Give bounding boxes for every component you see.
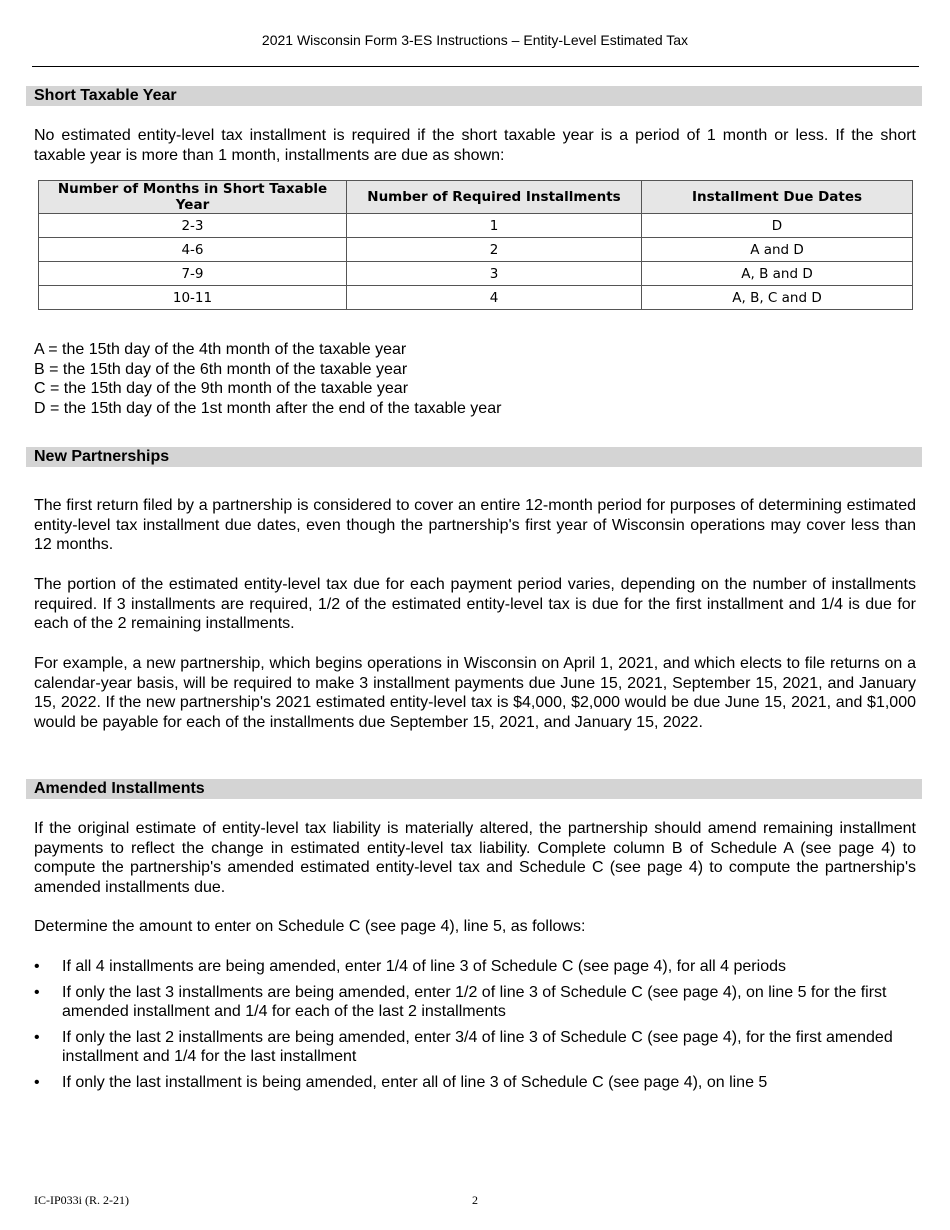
short-taxable-year-intro: No estimated entity-level tax installment is required if the short taxable year is a period of 1 month or less. If the short taxable year is more than 1 month, installments are due as shown: bbox=[34, 127, 916, 164]
section-heading-amended-installments: Amended Installments bbox=[26, 779, 922, 799]
table-row bbox=[39, 238, 913, 262]
legend-item-a: A = the 15th day of the 4th month of the taxable year bbox=[34, 341, 407, 358]
cell-installments: 4 bbox=[347, 286, 642, 310]
list-item bbox=[34, 957, 916, 977]
legend-item-c: C = the 15th day of the 9th month of the taxable year bbox=[34, 380, 409, 398]
list-item-text: If only the last 3 installments are being amended, enter 1/2 of line 3 of Schedule C (see page 4), on line 5 for the first amended installment and 1/4 for each of the last 2 installments bbox=[62, 983, 887, 1021]
cell-months: 7-9 bbox=[39, 262, 347, 286]
cell-months: 2-3 bbox=[39, 214, 347, 238]
footer-form-id: IC-IP033i (R. 2-21) bbox=[34, 1193, 129, 1207]
cell-installments: 3 bbox=[347, 262, 642, 286]
cell-installments: 1 bbox=[347, 214, 642, 238]
list-item-text: If only the last installment is being amended, enter all of line 3 of Schedule C (see page 4), on line 5 bbox=[62, 1073, 768, 1091]
footer-page-number: 2 bbox=[472, 1193, 478, 1207]
installment-table bbox=[38, 180, 913, 310]
list-item-text: If only the last 2 installments are being amended, enter 3/4 of line 3 of Schedule C (see page 4), for the first amended installment and 1/4 for the last installment bbox=[62, 1028, 893, 1066]
table-row bbox=[39, 286, 913, 310]
due-date-legend bbox=[34, 340, 501, 419]
bullet-dot: • bbox=[34, 983, 40, 1001]
table-row bbox=[39, 262, 913, 286]
cell-months: 10-11 bbox=[39, 286, 347, 310]
table-header-row bbox=[39, 181, 913, 214]
new-partnerships-paragraph-3: For example, a new partnership, which begins operations in Wisconsin on April 1, 2021, and which elects to file returns on a calendar-year basis, will be required to make 3 installment payments due June 15, 2021, September 15, 2021, and January 15, 2022. If the new partnership's 2021 estimated entity-level tax is $4,000, $2,000 would be due June 15, 2021, and $1,000 would be payable for each of the installments due September 15, 2021, and January 15, 2022. bbox=[34, 655, 916, 731]
cell-due-dates: D bbox=[642, 214, 913, 238]
column-header-due-dates: Installment Due Dates bbox=[642, 181, 913, 214]
cell-due-dates: A, B and D bbox=[642, 262, 913, 286]
amended-installments-paragraph-2: Determine the amount to enter on Schedule C (see page 4), line 5, as follows: bbox=[34, 918, 586, 935]
cell-installments: 2 bbox=[347, 238, 642, 262]
legend-item-b: B = the 15th day of the 6th month of the taxable year bbox=[34, 360, 408, 378]
cell-months: 4-6 bbox=[39, 238, 347, 262]
list-item bbox=[34, 983, 916, 1022]
list-item-text: If all 4 installments are being amended, enter 1/4 of line 3 of Schedule C (see page 4), for all 4 periods bbox=[62, 958, 786, 975]
new-partnerships-paragraph-2: The portion of the estimated entity-level tax due for each payment period varies, depending on the number of installments required. If 3 installments are required, 1/2 of the estimated entity-level tax is due for the first installment and 1/4 is due for each of the 2 remaining installments. bbox=[34, 576, 916, 633]
section-heading-short-taxable-year: Short Taxable Year bbox=[26, 86, 922, 106]
list-item bbox=[34, 1028, 916, 1067]
bullet-dot: • bbox=[34, 958, 40, 975]
amended-installments-bullet-list bbox=[34, 957, 916, 1099]
list-item bbox=[34, 1073, 916, 1093]
bullet-dot: • bbox=[34, 1073, 40, 1091]
cell-due-dates: A and D bbox=[642, 238, 913, 262]
bullet-dot: • bbox=[34, 1028, 40, 1046]
cell-due-dates: A, B, C and D bbox=[642, 286, 913, 310]
legend-item-d: D = the 15th day of the 1st month after the end of the taxable year bbox=[34, 400, 502, 418]
table-row bbox=[39, 214, 913, 238]
section-heading-new-partnerships: New Partnerships bbox=[26, 447, 922, 467]
new-partnerships-paragraph-1: The first return filed by a partnership is considered to cover an entire 12-month period for purposes of determining estimated entity-level tax installment due dates, even though the partnership's first year of Wisconsin operations may cover less than 12 months. bbox=[34, 497, 916, 554]
header-rule bbox=[32, 66, 919, 67]
page-header-title: 2021 Wisconsin Form 3-ES Instructions – Entity-Level Estimated Tax bbox=[261, 32, 689, 48]
column-header-installments: Number of Required Installments bbox=[347, 181, 642, 214]
amended-installments-paragraph-1: If the original estimate of entity-level tax liability is materially altered, the partnership should amend remaining installment payments to reflect the change in estimated entity-level tax liability. Complete column B of Schedule A (see page 4) to compute the partnership's amended estimated entity-level tax and Schedule C (see page 4) to compute the partnership's amended installments due. bbox=[34, 820, 916, 896]
column-header-months: Number of Months in Short Taxable Year bbox=[39, 181, 347, 214]
